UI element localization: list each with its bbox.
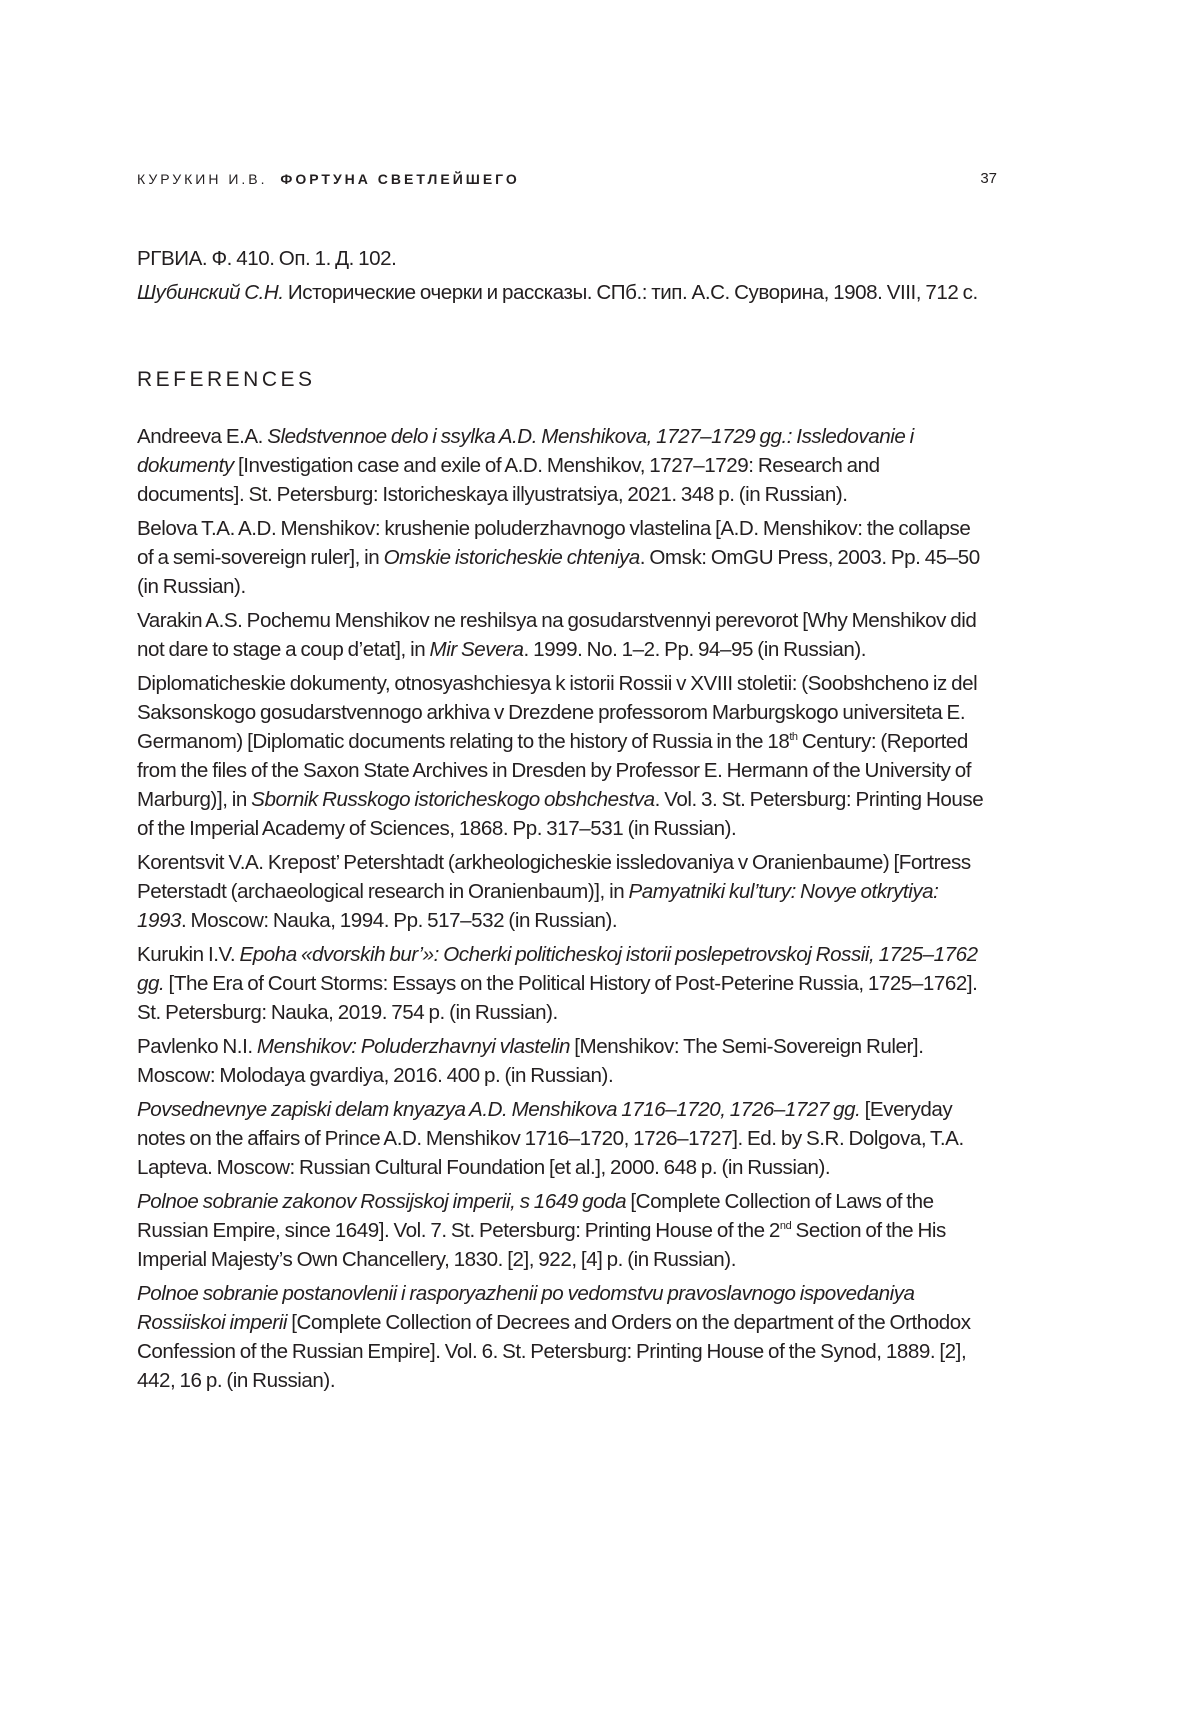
reference-entry-kurukin xyxy=(137,940,987,1027)
reference-text: [The Era of Court Storms: Essays on the Political History of Post-Peterine Russia, 1725–1762]. St. Petersburg: Nauka, 2019. 754 p. (in Russian). xyxy=(137,972,978,1024)
reference-text: . Moscow: Nauka, 1994. Pp. 517–532 (in Russian). xyxy=(181,909,618,932)
reference-entry-povsednevnye xyxy=(137,1095,987,1182)
reference-entry-korentsvit xyxy=(137,848,987,935)
reference-entry-polnoe-zakonov xyxy=(137,1187,987,1274)
reference-text: Andreeva E.A. xyxy=(137,425,268,448)
page-body xyxy=(137,244,987,1400)
reference-text: [Complete Collection of Laws of the Russian Empire, since 1649]. Vol. 7. St. Petersburg: Printing House of the 2 xyxy=(137,1190,934,1242)
reference-text: Исторические очерки и рассказы. СПб.: тип. А.С. Суворина, 1908. VIII, 712 с. xyxy=(283,281,978,304)
reference-entry-pavlenko xyxy=(137,1032,987,1090)
reference-text: Korentsvit V.A. Krepost’ Petershtadt (arkheologicheskie issledovaniya v Oranienbaume) [Fortress Peterstadt (archaeological research in Oranienbaum)], in xyxy=(137,851,971,903)
superscript: th xyxy=(789,731,798,744)
reference-text: Diplomaticheskie dokumenty, otnosyashchiesya k istorii Rossii v XVIII stoletii: (Soobshcheno iz del Saksonskogo gosudarstvennogo arkhiva v Drezdene professorom Marburgskogo universiteta E. Germanom) [Diplomatic documents relating to the history of Russia in the 18 xyxy=(137,672,978,753)
italic-title: Pamyatniki kul’tury: Novye otkrytiya: 1993 xyxy=(137,880,939,932)
reference-text: [Menshikov: The Semi-Sovereign Ruler]. Moscow: Molodaya gvardiya, 2016. 400 p. (in Russian). xyxy=(137,1035,924,1087)
reference-text: . Omsk: OmGU Press, 2003. Pp. 45–50 (in Russian). xyxy=(137,546,980,598)
italic-title: Polnoe sobranie zakonov Rossijskoj imperii, s 1649 goda xyxy=(137,1190,627,1213)
italic-title: Sledstvennoe delo i ssylka A.D. Menshikova, 1727–1729 gg.: Issledovanie i dokumenty xyxy=(137,425,914,477)
reference-entry-belova xyxy=(137,514,987,601)
reference-text: Varakin A.S. Pochemu Menshikov ne reshilsya na gosudarstvennyi perevorot [Why Menshikov did not dare to stage a coup d’etat], in xyxy=(137,609,977,661)
reference-text: Pavlenko N.I. xyxy=(137,1035,257,1058)
reference-text: . Vol. 3. St. Petersburg: Printing House of the Imperial Academy of Sciences, 1868. Pp. 317–531 (in Russian). xyxy=(137,788,984,840)
italic-title: Polnoe sobranie postanovlenii i rasporyazhenii po vedomstvu pravoslavnogo ispovedaniya Rossiiskoi imperii xyxy=(137,1282,915,1334)
reference-entry-diplomaticheskie xyxy=(137,669,987,843)
italic-title: Omskie istoricheskie chteniya xyxy=(383,546,640,569)
reference-entry-shubinsky xyxy=(137,278,987,307)
italic-title: Menshikov: Poluderzhavnyi vlastelin xyxy=(256,1035,570,1058)
references-list xyxy=(137,422,987,1395)
reference-text: [Complete Collection of Decrees and Orders on the department of the Orthodox Confession of the Russian Empire]. Vol. 6. St. Petersburg: Printing House of the Synod, 1889. [2], 442, 16 p. (in Russian). xyxy=(137,1311,971,1392)
page-number: 37 xyxy=(980,170,997,187)
italic-title: Mir Severa xyxy=(429,638,524,661)
italic-title: Шубинский С.Н. xyxy=(137,281,284,304)
reference-text: Section of the His Imperial Majesty’s Own Chancellery, 1830. [2], 922, [4] p. (in Russian). xyxy=(137,1219,946,1271)
reference-text: . 1999. No. 1–2. Pp. 94–95 (in Russian). xyxy=(523,638,867,661)
reference-text: [Investigation case and exile of A.D. Menshikov, 1727–1729: Research and documents]. St. Petersburg: Istoricheskaya illyustratsiya, 2021. 348 p. (in Russian). xyxy=(137,454,880,506)
running-header-title: ФОРТУНА СВЕТЛЕЙШЕГО xyxy=(280,171,520,187)
reference-text: [Everyday notes on the affairs of Prince A.D. Menshikov 1716–1720, 1726–1727]. Ed. by S.R. Dolgova, T.A. Lapteva. Moscow: Russian Cultural Foundation [et al.], 2000. 648 p. (in Russian). xyxy=(137,1098,964,1179)
reference-text: Kurukin I.V. xyxy=(137,943,240,966)
reference-entry-andreeva xyxy=(137,422,987,509)
italic-title: Sbornik Russkogo istoricheskogo obshchestva xyxy=(251,788,655,811)
running-header xyxy=(137,167,997,191)
reference-text: Century: (Reported from the files of the Saxon State Archives in Dresden by Professor E. Hermann of the University of Marburg)], in xyxy=(137,730,971,811)
references-heading: REFERENCES xyxy=(137,368,316,391)
running-header-author: КУРУКИН И.В. xyxy=(137,171,268,187)
sources-list-tail xyxy=(137,244,987,307)
italic-title: Povsednevnye zapiski delam knyazya A.D. Menshikova 1716–1720, 1726–1727 gg. xyxy=(137,1098,861,1121)
reference-entry-polnoe-postanovlenii xyxy=(137,1279,987,1395)
reference-entry-rgvia xyxy=(137,244,987,273)
reference-entry-varakin xyxy=(137,606,987,664)
reference-text: Belova T.A. A.D. Menshikov: krushenie poluderzhavnogo vlastelina [A.D. Menshikov: the collapse of a semi-sovereign ruler], in xyxy=(137,517,971,569)
reference-text: РГВИА. Ф. 410. Оп. 1. Д. 102. xyxy=(137,247,397,270)
italic-title: Epoha «dvorskih bur’»: Ocherki politicheskoj istorii poslepetrovskoj Rossii, 1725–1762 gg. xyxy=(137,943,978,995)
superscript: nd xyxy=(779,1220,792,1233)
